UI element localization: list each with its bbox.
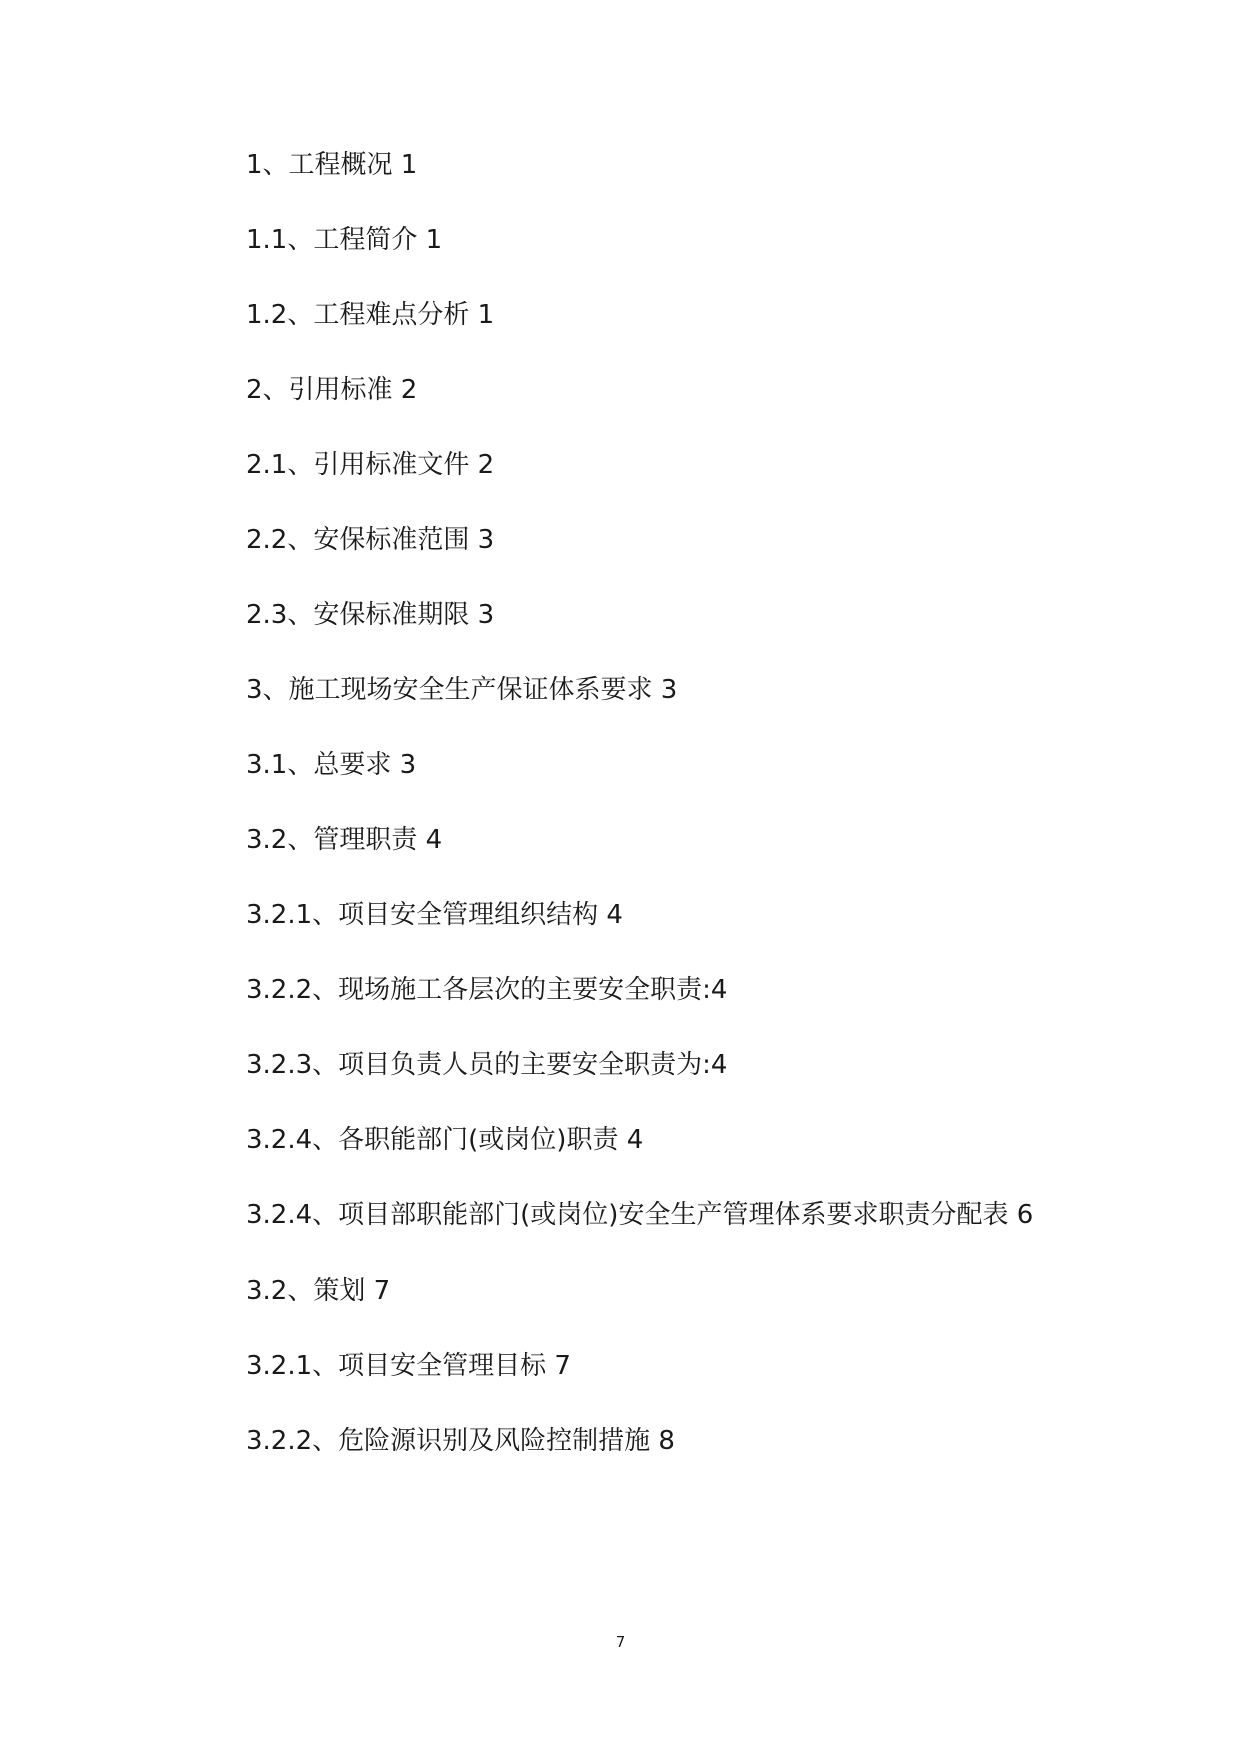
toc-entry: 3.2.1、项目安全管理目标 7 — [246, 1351, 571, 1381]
toc-entry: 1.2、工程难点分析 1 — [246, 300, 495, 330]
toc-entry: 3.2.4、各职能部门(或岗位)职责 4 — [246, 1125, 644, 1155]
toc-entry: 3.2.4、项目部职能部门(或岗位)安全生产管理体系要求职责分配表 6 — [246, 1200, 1034, 1230]
toc-entry: 1、工程概况 1 — [246, 150, 418, 180]
toc-entry: 3.2、管理职责 4 — [246, 825, 443, 855]
toc-entry: 3、施工现场安全生产保证体系要求 3 — [246, 675, 678, 705]
toc-entry: 3.2.3、项目负责人员的主要安全职责为:4 — [246, 1050, 728, 1080]
page-number: 7 — [615, 1633, 626, 1651]
table-of-contents — [188, 148, 1068, 1499]
toc-entry: 2、引用标准 2 — [246, 375, 418, 405]
toc-entry: 3.2.2、现场施工各层次的主要安全职责:4 — [246, 975, 728, 1005]
toc-entry: 1.1、工程简介 1 — [246, 225, 443, 255]
toc-entry: 2.3、安保标准期限 3 — [246, 600, 495, 630]
toc-entry: 3.1、总要求 3 — [246, 750, 417, 780]
toc-entry: 2.1、引用标准文件 2 — [246, 450, 495, 480]
toc-entry: 3.2、策划 7 — [246, 1276, 391, 1306]
toc-entry: 3.2.1、项目安全管理组织结构 4 — [246, 900, 623, 930]
toc-entry: 3.2.2、危险源识别及风险控制措施 8 — [246, 1426, 675, 1456]
toc-entry: 2.2、安保标准范围 3 — [246, 525, 495, 555]
